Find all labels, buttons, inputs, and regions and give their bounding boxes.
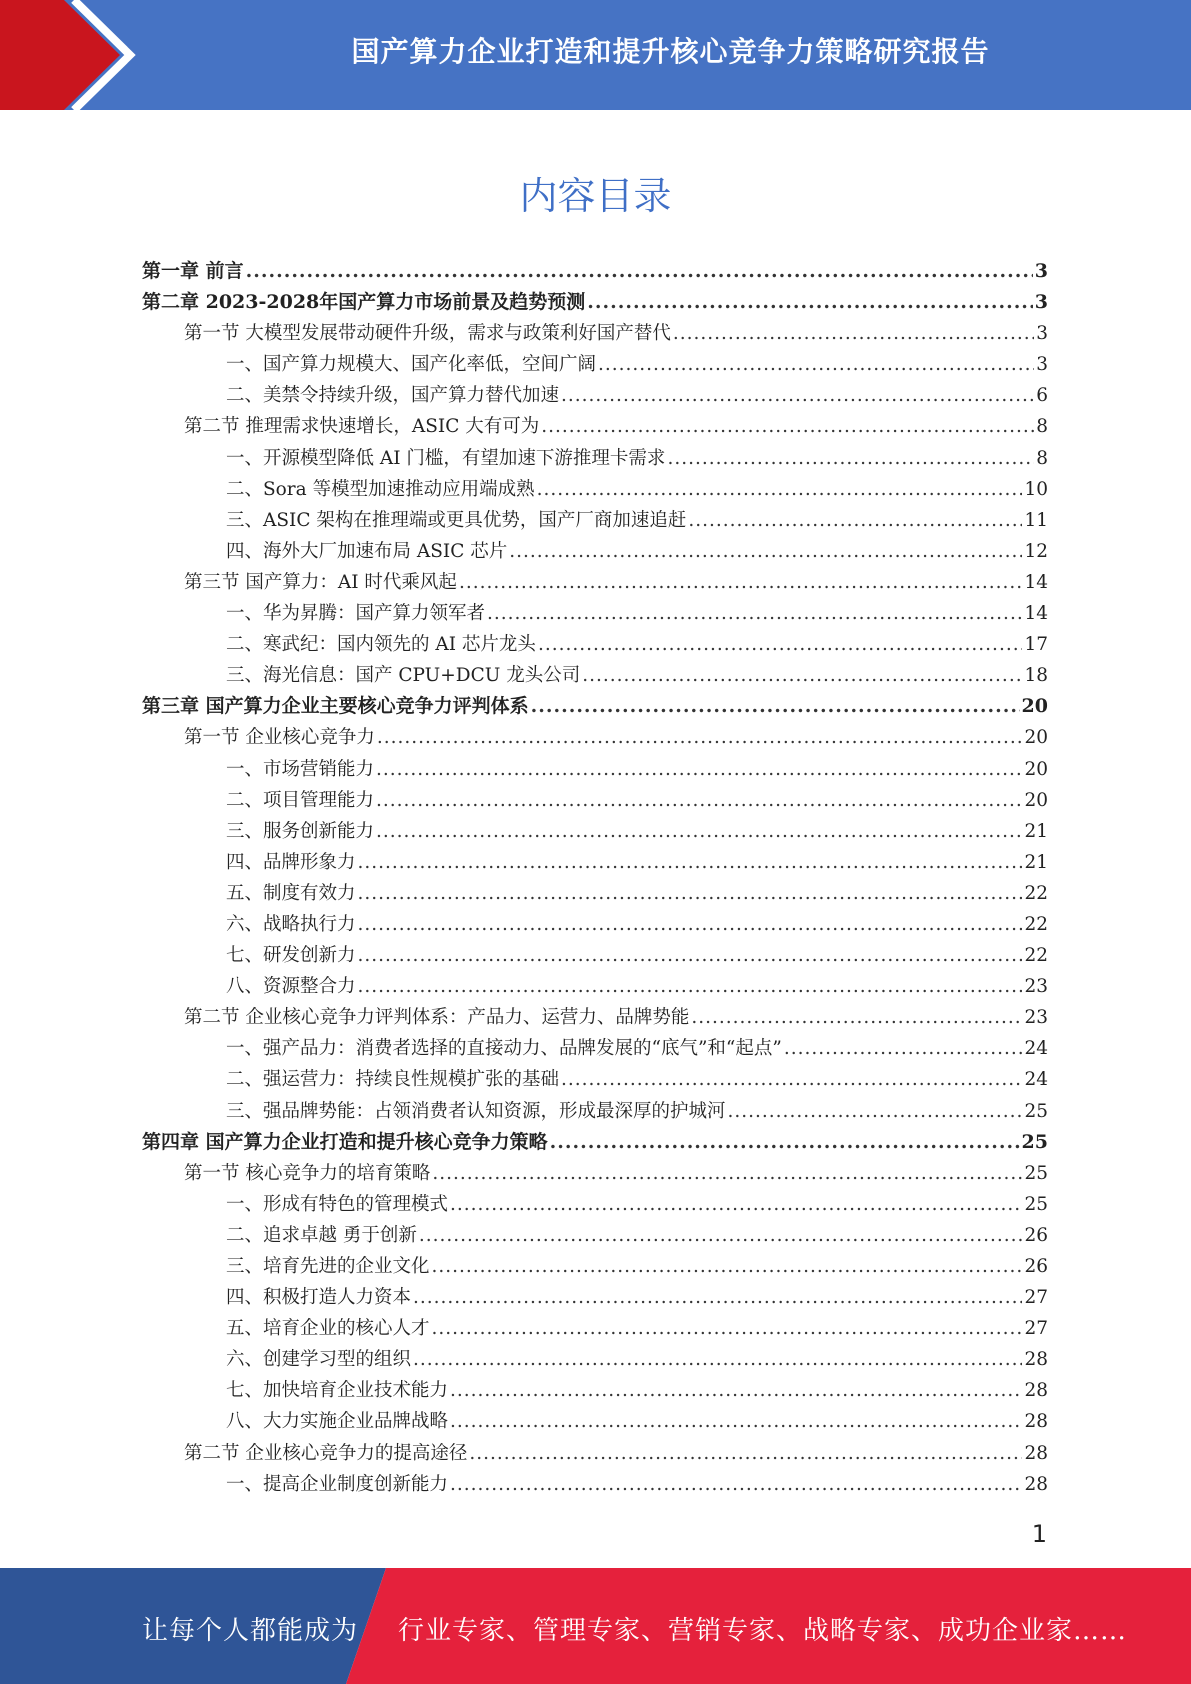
toc-dot-leader <box>450 1469 1022 1500</box>
toc-entry-title: 六、创建学习型的组织 <box>226 1349 412 1371</box>
toc-section-entry[interactable] <box>142 567 1048 598</box>
toc-entry-page: 11 <box>1024 509 1048 531</box>
toc-subsection-entry[interactable] <box>142 971 1048 1002</box>
toc-entry-title: 二、Sora 等模型加速推动应用端成熟 <box>226 478 535 500</box>
toc-entry-page: 24 <box>1024 1069 1048 1091</box>
toc-dot-leader <box>432 1158 1022 1189</box>
toc-entry-title: 五、培育企业的核心人才 <box>226 1318 430 1340</box>
toc-entry-page: 21 <box>1024 851 1048 873</box>
toc-entry-page: 23 <box>1024 976 1048 998</box>
toc-subsection-entry[interactable] <box>142 629 1048 660</box>
toc-dot-leader <box>561 1064 1022 1095</box>
toc-entry-title: 一、开源模型降低 AI 门槛，有望加速下游推理卡需求 <box>226 447 666 469</box>
toc-entry-page: 25 <box>1024 1100 1048 1122</box>
toc-entry-title: 一、市场营销能力 <box>226 758 375 780</box>
toc-entry-title: 第一章 前言 <box>142 260 244 282</box>
toc-entry-page: 6 <box>1036 385 1048 407</box>
toc-entry-page: 20 <box>1024 727 1048 749</box>
toc-entry-page: 28 <box>1024 1473 1048 1495</box>
toc-subsection-entry[interactable] <box>142 380 1048 411</box>
toc-dot-leader <box>728 1096 1023 1127</box>
toc-subsection-entry[interactable] <box>142 909 1048 940</box>
toc-dot-leader <box>358 909 1023 940</box>
toc-subsection-entry[interactable] <box>142 1251 1048 1282</box>
toc-entry-page: 24 <box>1024 1038 1048 1060</box>
toc-dot-leader <box>376 754 1022 785</box>
page-number: 1 <box>1031 1520 1047 1548</box>
toc-entry-title: 三、服务创新能力 <box>226 820 375 842</box>
toc-entry-title: 一、形成有特色的管理模式 <box>226 1193 449 1215</box>
toc-dot-leader <box>688 505 1022 536</box>
toc-dot-leader <box>376 816 1022 847</box>
toc-dot-leader <box>582 660 1022 691</box>
toc-dot-leader <box>537 474 1023 505</box>
toc-dot-leader <box>469 1438 1022 1469</box>
toc-dot-leader <box>377 722 1023 753</box>
toc-dot-leader <box>598 349 1034 380</box>
toc-entry-title: 第一节 企业核心竞争力 <box>184 727 375 749</box>
toc-entry-title: 四、品牌形象力 <box>226 851 356 873</box>
toc-subsection-entry[interactable] <box>142 878 1048 909</box>
toc-dot-leader <box>450 1406 1022 1437</box>
toc-dot-leader <box>419 1220 1023 1251</box>
toc-subsection-entry[interactable] <box>142 1096 1048 1127</box>
header-band <box>0 0 1191 110</box>
toc-subsection-entry[interactable] <box>142 1375 1048 1406</box>
toc-entry-title: 七、加快培育企业技术能力 <box>226 1380 449 1402</box>
toc-entry-page: 25 <box>1024 1193 1048 1215</box>
toc-entry-title: 二、项目管理能力 <box>226 789 375 811</box>
toc-entry-page: 3 <box>1034 291 1048 314</box>
toc-entry-page: 3 <box>1036 354 1048 376</box>
toc-dot-leader <box>459 567 1023 598</box>
toc-entry-page: 28 <box>1024 1411 1048 1433</box>
toc-entry-page: 28 <box>1024 1349 1048 1371</box>
toc-dot-leader <box>246 256 1033 287</box>
toc-section-entry[interactable] <box>142 1002 1048 1033</box>
toc-entry-page: 28 <box>1024 1442 1048 1464</box>
toc-subsection-entry[interactable] <box>142 785 1048 816</box>
toc-entry-page: 27 <box>1024 1318 1048 1340</box>
toc-entry-page: 3 <box>1034 260 1048 282</box>
toc-entry-title: 一、提高企业制度创新能力 <box>226 1473 449 1495</box>
toc-entry-page: 18 <box>1024 665 1048 687</box>
toc-entry-page: 20 <box>1024 758 1048 780</box>
toc-subsection-entry[interactable] <box>142 754 1048 785</box>
toc-entry-page: 22 <box>1024 945 1048 967</box>
toc-subsection-entry[interactable] <box>142 940 1048 971</box>
toc-entry-title: 一、华为昇腾：国产算力领军者 <box>226 603 486 625</box>
toc-entry-page: 22 <box>1024 913 1048 935</box>
toc-entry-page: 26 <box>1024 1256 1048 1277</box>
toc-dot-leader <box>784 1033 1023 1064</box>
toc-entry-page: 21 <box>1024 820 1048 842</box>
toc-entry-page: 14 <box>1024 603 1048 625</box>
toc-dot-leader <box>358 878 1023 909</box>
toc-entry-title: 第一节 核心竞争力的培育策略 <box>184 1162 431 1184</box>
toc-dot-leader <box>667 443 1034 474</box>
toc-entry-title: 三、强品牌势能：占领消费者认知资源，形成最深厚的护城河 <box>226 1100 726 1122</box>
table-of-contents <box>142 256 1048 1500</box>
toc-entry-title: 四、海外大厂加速布局 ASIC 芯片 <box>226 540 508 562</box>
toc-dot-leader <box>561 380 1034 411</box>
toc-entry-title: 一、强产品力：消费者选择的直接动力、品牌发展的“底气”和“起点” <box>226 1038 782 1060</box>
toc-entry-title: 三、培育先进的企业文化 <box>226 1256 430 1277</box>
toc-entry-title: 二、寒武纪：国内领先的 AI 芯片龙头 <box>226 634 536 656</box>
toc-section-entry[interactable] <box>142 1158 1048 1189</box>
toc-dot-leader <box>550 1127 1020 1158</box>
footer-banner <box>0 1568 1191 1684</box>
toc-dot-leader <box>432 1251 1023 1282</box>
toc-entry-title: 七、研发创新力 <box>226 945 356 967</box>
toc-subsection-entry[interactable] <box>142 1313 1048 1344</box>
toc-chapter-entry[interactable] <box>142 691 1048 722</box>
toc-dot-leader <box>450 1375 1022 1406</box>
toc-entry-title: 三、海光信息：国产 CPU+DCU 龙头公司 <box>226 665 581 687</box>
toc-entry-title: 第二节 推理需求快速增长，ASIC 大有可为 <box>184 416 540 438</box>
toc-entry-page: 27 <box>1024 1287 1048 1309</box>
toc-entry-page: 28 <box>1024 1380 1048 1402</box>
toc-entry-page: 26 <box>1024 1224 1048 1246</box>
toc-dot-leader <box>358 847 1023 878</box>
toc-subsection-entry[interactable] <box>142 1282 1048 1313</box>
toc-section-entry[interactable] <box>142 411 1048 442</box>
toc-entry-title: 一、国产算力规模大、国产化率低，空间广阔 <box>226 354 597 376</box>
toc-section-entry[interactable] <box>142 318 1048 349</box>
toc-entry-title: 第三节 国产算力：AI 时代乘风起 <box>184 571 457 593</box>
toc-subsection-entry[interactable] <box>142 505 1048 536</box>
toc-dot-leader <box>673 318 1034 349</box>
toc-entry-title: 八、大力实施企业品牌战略 <box>226 1411 449 1433</box>
toc-heading: 内容目录 <box>519 174 672 218</box>
toc-dot-leader <box>487 598 1022 629</box>
toc-subsection-entry[interactable] <box>142 1064 1048 1095</box>
toc-entry-title: 第三章 国产算力企业主要核心竞争力评判体系 <box>142 695 529 718</box>
toc-entry-title: 六、战略执行力 <box>226 913 356 935</box>
toc-chapter-entry[interactable] <box>142 1127 1048 1158</box>
toc-dot-leader <box>587 287 1033 318</box>
toc-entry-page: 3 <box>1036 323 1048 345</box>
toc-entry-page: 8 <box>1036 416 1048 438</box>
toc-entry-title: 二、美禁令持续升级，国产算力替代加速 <box>226 385 560 407</box>
toc-entry-title: 五、制度有效力 <box>226 882 356 904</box>
toc-entry-page: 20 <box>1021 695 1048 718</box>
toc-subsection-entry[interactable] <box>142 349 1048 380</box>
toc-subsection-entry[interactable] <box>142 474 1048 505</box>
toc-subsection-entry[interactable] <box>142 847 1048 878</box>
toc-subsection-entry[interactable] <box>142 536 1048 567</box>
toc-section-entry[interactable] <box>142 722 1048 753</box>
toc-subsection-entry[interactable] <box>142 443 1048 474</box>
toc-subsection-entry[interactable] <box>142 1469 1048 1500</box>
toc-entry-page: 8 <box>1036 447 1048 469</box>
toc-subsection-entry[interactable] <box>142 660 1048 691</box>
toc-dot-leader <box>509 536 1022 567</box>
toc-dot-leader <box>413 1344 1022 1375</box>
toc-chapter-entry[interactable] <box>142 287 1048 318</box>
footer-slogan-left: 让每个人都能成为 <box>142 1616 359 1646</box>
toc-section-entry[interactable] <box>142 1438 1048 1469</box>
toc-subsection-entry[interactable] <box>142 598 1048 629</box>
toc-dot-leader <box>450 1189 1022 1220</box>
toc-entry-title: 二、追求卓越 勇于创新 <box>226 1224 417 1246</box>
toc-subsection-entry[interactable] <box>142 1220 1048 1251</box>
toc-dot-leader <box>376 785 1022 816</box>
toc-entry-page: 25 <box>1024 1162 1048 1184</box>
toc-dot-leader <box>413 1282 1022 1313</box>
toc-entry-page: 17 <box>1024 634 1048 656</box>
toc-entry-page: 25 <box>1021 1130 1048 1153</box>
toc-entry-page: 22 <box>1024 882 1048 904</box>
header-title: 国产算力企业打造和提升核心竞争力策略研究报告 <box>351 35 990 68</box>
toc-entry-page: 10 <box>1024 478 1048 500</box>
toc-dot-leader <box>691 1002 1022 1033</box>
toc-entry-page: 14 <box>1024 571 1048 593</box>
toc-entry-title: 第一节 大模型发展带动硬件升级，需求与政策利好国产替代 <box>184 323 671 345</box>
footer-slogan-right: 行业专家、管理专家、营销专家、战略专家、成功企业家…… <box>398 1616 1128 1646</box>
toc-entry-title: 第二节 企业核心竞争力的提高途径 <box>184 1442 468 1464</box>
toc-entry-title: 八、资源整合力 <box>226 976 356 998</box>
toc-chapter-entry[interactable] <box>142 256 1048 287</box>
toc-entry-title: 第四章 国产算力企业打造和提升核心竞争力策略 <box>142 1130 548 1153</box>
toc-subsection-entry[interactable] <box>142 1406 1048 1437</box>
toc-entry-title: 四、积极打造人力资本 <box>226 1287 412 1309</box>
toc-dot-leader <box>541 411 1034 442</box>
toc-entry-title: 第二章 2023-2028年国产算力市场前景及趋势预测 <box>142 291 586 314</box>
toc-subsection-entry[interactable] <box>142 1033 1048 1064</box>
toc-entry-page: 23 <box>1024 1007 1048 1029</box>
toc-subsection-entry[interactable] <box>142 816 1048 847</box>
toc-entry-title: 三、ASIC 架构在推理端或更具优势，国产厂商加速追赶 <box>226 509 687 531</box>
header-arrow-decoration <box>0 0 150 110</box>
toc-entry-page: 20 <box>1024 789 1048 811</box>
toc-subsection-entry[interactable] <box>142 1189 1048 1220</box>
toc-entry-title: 第二节 企业核心竞争力评判体系：产品力、运营力、品牌势能 <box>184 1007 690 1029</box>
toc-entry-page: 12 <box>1024 540 1048 562</box>
toc-dot-leader <box>358 971 1023 1002</box>
toc-dot-leader <box>358 940 1023 971</box>
toc-dot-leader <box>538 629 1023 660</box>
toc-dot-leader <box>432 1313 1023 1344</box>
toc-dot-leader <box>531 691 1020 722</box>
toc-entry-title: 二、强运营力：持续良性规模扩张的基础 <box>226 1069 560 1091</box>
toc-subsection-entry[interactable] <box>142 1344 1048 1375</box>
